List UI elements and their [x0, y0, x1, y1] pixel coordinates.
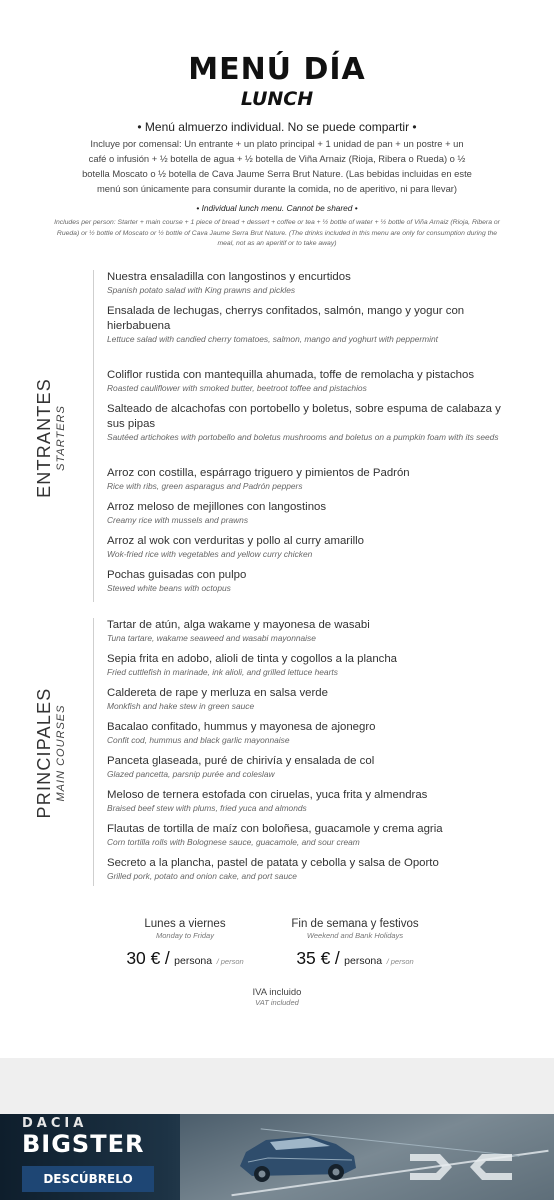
intro-text-es: Incluye por comensal: Un entrante + un plato principal + 1 unidad de pan + un postre + un café o infusión + ½ botella de agua + ½ botella de Viña Arnaiz (Rioja, Ribera o Rueda) o ½ botella Moscato o ½ botella de Cava Jaume Serra Brut Nature. (Las bebidas incluidas en este menú son únicamente para consumir durante la comida, no de aperitivo, ni para llevar)	[82, 138, 472, 194]
section-label-starters	[34, 378, 84, 498]
price-amount: 30 €	[126, 948, 161, 968]
section-divider-mains	[93, 618, 94, 886]
list-item	[107, 822, 502, 856]
dacia-logo-icon	[408, 1150, 514, 1184]
ad-model: BIGSTER	[22, 1130, 145, 1158]
dish-translation: Fried cuttlefish in marinade, ink alioli, and grilled lettuce hearts	[107, 667, 338, 677]
dish-name: Nuestra ensaladilla con langostinos y encurtidos	[107, 271, 351, 283]
dish-name: Flautas de tortilla de maíz con boloñesa, guacamole y crema agria	[107, 823, 443, 835]
dish-translation: Roasted cauliflower with smoked butter, beetroot toffee and pistachios	[107, 383, 367, 393]
dish-translation: Confit cod, hummus and black garlic mayonnaise	[107, 735, 290, 745]
vat-note-en: VAT included	[255, 998, 299, 1007]
list-item	[107, 788, 502, 822]
dish-name: Panceta glaseada, puré de chirivía y ensalada de col	[107, 755, 375, 767]
dish-translation: Monkfish and hake stew in green sauce	[107, 701, 255, 711]
dish-name: Arroz con costilla, espárrago triguero y pimientos de Padrón	[107, 467, 410, 479]
dish-name: Sepia frita en adobo, alioli de tinta y cogollos a la plancha	[107, 653, 398, 665]
price-day-label-en: Monday to Friday	[156, 931, 214, 940]
dish-name: Meloso de ternera estofada con ciruelas, yuca frita y almendras	[107, 789, 428, 801]
dish-name: Pochas guisadas con pulpo	[107, 569, 247, 581]
section-divider-starters	[93, 270, 94, 602]
vat-note-es: IVA incluido	[252, 987, 302, 998]
list-item	[107, 720, 502, 754]
dish-name: Arroz meloso de mejillones con langostinos	[107, 501, 327, 513]
discover-button[interactable]: DESCÚBRELO	[22, 1166, 154, 1192]
intro-text-en: Includes per person: Starter + main course + 1 piece of bread + dessert + coffee or tea + ½ bottle of water + ½ bottle of Viña Arnaiz (Rioja, Ribera or Rueda) or ½ bottle of Moscato or ½ bottle of Cava Jaume Serra Brut Nature. (The drinks included in this menu are only for consumption during the meal, not as an aperitif or to take away)	[54, 219, 500, 247]
dish-translation: Stewed white beans with octopus	[107, 583, 231, 593]
list-item	[107, 402, 502, 466]
list-item	[107, 754, 502, 788]
intro-heading-en: • Individual lunch menu. Cannot be shared •	[196, 203, 358, 213]
list-item	[107, 652, 502, 686]
price-day-label-en: Weekend and Bank Holidays	[306, 931, 404, 940]
price-slash: /	[164, 948, 170, 968]
list-item	[107, 534, 502, 568]
price-unit-es: persona	[174, 955, 213, 967]
dish-name: Salteado de alcachofas con portobello y boletus, sobre espuma de calabaza y sus pipas	[107, 403, 501, 430]
section-label-mains	[34, 680, 84, 826]
list-item	[107, 856, 502, 890]
price-amount: 35 €	[296, 948, 331, 968]
page-gap	[0, 1058, 554, 1114]
dish-name: Secreto a la plancha, pastel de patata y cebolla y salsa de Oporto	[107, 857, 439, 869]
dish-translation: Glazed pancetta, parsnip purée and coleslaw	[107, 769, 275, 779]
price-unit-en: / person	[386, 957, 414, 966]
dish-translation: Tuna tartare, wakame seaweed and wasabi mayonnaise	[107, 633, 316, 643]
list-item	[107, 368, 502, 402]
dish-translation: Rice with ribs, green asparagus and Padrón peppers	[107, 481, 303, 491]
dish-translation: Braised beef stew with plums, fried yuca and almonds	[107, 803, 307, 813]
list-item	[107, 466, 502, 500]
starters-list	[107, 270, 502, 602]
list-item	[107, 568, 502, 602]
dish-translation: Corn tortilla rolls with Bolognese sauce, guacamole, and sour cream	[107, 837, 360, 847]
ad-banner[interactable]	[0, 1114, 554, 1200]
dish-translation: Wok-fried rice with vegetables and yellow curry chicken	[107, 549, 313, 559]
intro-heading-es: • Menú almuerzo individual. No se puede compartir •	[137, 120, 417, 134]
list-item	[107, 618, 502, 652]
price-day-label-es: Fin de semana y festivos	[291, 918, 419, 930]
dish-name: Ensalada de lechugas, cherrys confitados, salmón, mango y yogur con hierbabuena	[107, 305, 465, 332]
dish-name: Coliflor rustida con mantequilla ahumada, toffe de remolacha y pistachos	[107, 369, 475, 381]
dish-name: Bacalao confitado, hummus y mayonesa de ajonegro	[107, 721, 376, 733]
price-slash: /	[334, 948, 340, 968]
vat-note	[0, 987, 554, 1007]
section-title-es: PRINCIPALES	[34, 687, 54, 819]
section-title-es: ENTRANTES	[34, 378, 54, 498]
page-title: MENÚ DÍA	[188, 52, 366, 87]
price-weekday	[100, 918, 270, 969]
dish-name: Caldereta de rape y merluza en salsa verde	[107, 687, 328, 699]
list-item	[107, 686, 502, 720]
price-unit-en: / person	[216, 957, 244, 966]
mains-list	[107, 618, 502, 890]
price-day-label-es: Lunes a viernes	[144, 918, 226, 930]
dish-translation: Creamy rice with mussels and prawns	[107, 515, 249, 525]
suv-car-icon	[232, 1122, 362, 1184]
price-unit-es: persona	[344, 955, 383, 967]
section-title-en: STARTERS	[55, 405, 67, 471]
list-item	[107, 270, 502, 304]
price-weekend	[270, 918, 440, 969]
page-subtitle: LUNCH	[240, 88, 314, 110]
list-item	[107, 304, 502, 368]
dish-name: Arroz al wok con verduritas y pollo al curry amarillo	[107, 535, 365, 547]
dish-translation: Sautéed artichokes with portobello and boletus mushrooms and boletus on a pumpkin foam with its seeds	[107, 432, 499, 442]
dish-translation: Spanish potato salad with King prawns and pickles	[107, 285, 296, 295]
list-item	[107, 500, 502, 534]
ad-brand: DACIA	[22, 1116, 88, 1131]
dish-translation: Lettuce salad with candied cherry tomatoes, salmon, mango and yoghurt with peppermint	[107, 334, 438, 344]
section-title-en: MAIN COURSES	[55, 704, 67, 802]
dish-name: Tartar de atún, alga wakame y mayonesa de wasabi	[107, 619, 370, 631]
dish-translation: Grilled pork, potato and onion cake, and port sauce	[107, 871, 297, 881]
